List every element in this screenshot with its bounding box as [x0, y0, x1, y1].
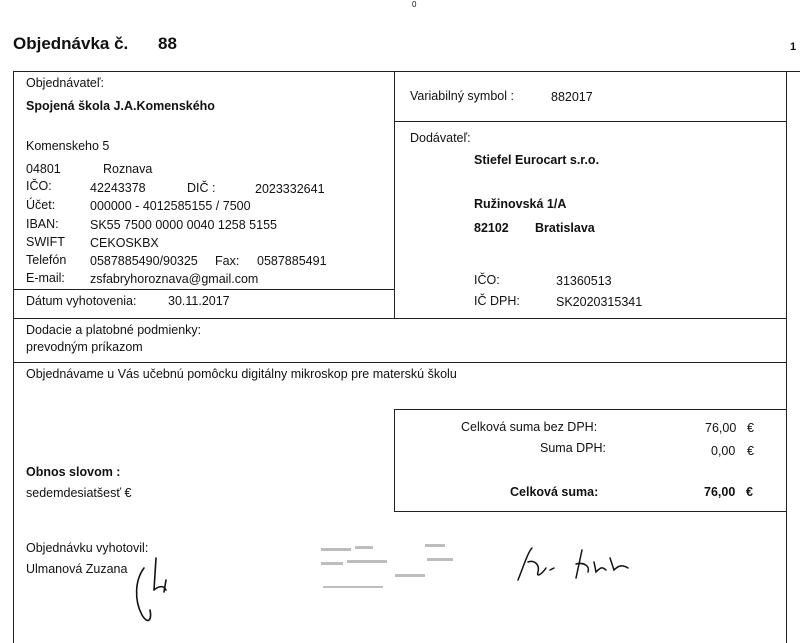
customer-fax-label: Fax:: [215, 254, 240, 268]
supplier-section-label: Dodávateľ:: [410, 131, 471, 145]
customer-iban: SK55 7500 0000 0040 1258 5155: [90, 218, 277, 232]
words-label: Obnos slovom :: [26, 465, 121, 479]
customer-street: Komenskeho 5: [26, 139, 110, 153]
order-number: 88: [158, 34, 177, 53]
variable-symbol-label: Variabilný symbol :: [410, 89, 514, 103]
grand-total-currency: €: [746, 485, 753, 499]
customer-phone: 0587885490/90325: [90, 254, 198, 268]
supplier-name: Stiefel Eurocart s.r.o.: [474, 153, 600, 167]
top-mark: 0: [412, 0, 417, 9]
divider-date-top: [14, 289, 394, 290]
grand-total-label: Celková suma:: [510, 485, 599, 499]
page-title: Objednávka č.: [13, 34, 129, 53]
customer-ico-label: IČO:: [26, 179, 52, 193]
vat-label: Suma DPH:: [540, 441, 606, 455]
customer-zip: 04801: [26, 162, 61, 176]
totals-box-bottom: [394, 511, 786, 512]
supplier-icdph-label: IČ DPH:: [474, 294, 520, 308]
words-value: sedemdesiatšesť €: [26, 486, 132, 500]
grand-total-value: 76,00: [704, 485, 736, 499]
customer-swift: CEKOSKBX: [90, 236, 159, 250]
supplier-zip: 82102: [474, 221, 509, 235]
customer-account-label: Účet:: [26, 198, 56, 212]
date-label: Dátum vyhotovenia:: [26, 294, 137, 308]
prepared-by-label: Objednávku vyhotovil:: [26, 541, 149, 555]
customer-iban-label: IBAN:: [26, 217, 59, 231]
customer-account: 000000 - 4012585155 / 7500: [90, 199, 251, 213]
terms-label: Dodacie a platobné podmienky:: [26, 323, 202, 337]
vat-currency: €: [747, 444, 754, 458]
customer-phone-label: Telefón: [26, 253, 67, 267]
net-total-value: 76,00: [705, 421, 737, 435]
supplier-ico-label: IČO:: [474, 273, 500, 287]
divider-vertical-top: [394, 71, 395, 318]
page-number: 1: [790, 41, 797, 53]
order-description: Objednávame u Vás učebnú pomôcku digitálny mikroskop pre materskú školu: [26, 367, 457, 381]
frame-left: [13, 71, 14, 643]
signature-approver: [510, 540, 650, 590]
net-total-currency: €: [747, 421, 754, 435]
terms-value: prevodným príkazom: [26, 340, 143, 354]
prepared-by-name: Ulmanová Zuzana: [26, 562, 128, 576]
supplier-city: Bratislava: [535, 221, 595, 235]
frame-top: [14, 71, 800, 72]
divider-order-top: [14, 362, 786, 363]
customer-name: Spojená škola J.A.Komenského: [26, 99, 215, 113]
supplier-street: Ružinovská 1/A: [474, 197, 567, 211]
customer-section-label: Objednávateľ:: [26, 76, 105, 90]
customer-email: zsfabryhoroznava@gmail.com: [90, 272, 259, 286]
date-value: 30.11.2017: [168, 294, 230, 308]
customer-dic: 2023332641: [255, 182, 325, 196]
divider-terms-top: [14, 318, 786, 319]
divider-varsymbol: [394, 121, 786, 122]
customer-swift-label: SWIFT: [26, 235, 65, 249]
frame-right: [786, 71, 787, 643]
totals-box-left: [394, 409, 395, 512]
customer-ico: 42243378: [90, 181, 146, 195]
customer-dic-label: DIČ :: [187, 181, 216, 195]
supplier-icdph: SK2020315341: [556, 295, 643, 309]
vat-value: 0,00: [711, 444, 736, 458]
customer-email-label: E-mail:: [26, 271, 65, 285]
signature-preparer: [130, 550, 190, 630]
stamp-faded: [315, 540, 465, 600]
totals-box-top: [394, 409, 786, 410]
net-total-label: Celková suma bez DPH:: [461, 420, 598, 434]
customer-fax: 0587885491: [257, 254, 327, 268]
variable-symbol-value: 882017: [551, 90, 593, 104]
supplier-ico: 31360513: [556, 274, 612, 288]
customer-city: Roznava: [103, 162, 153, 176]
